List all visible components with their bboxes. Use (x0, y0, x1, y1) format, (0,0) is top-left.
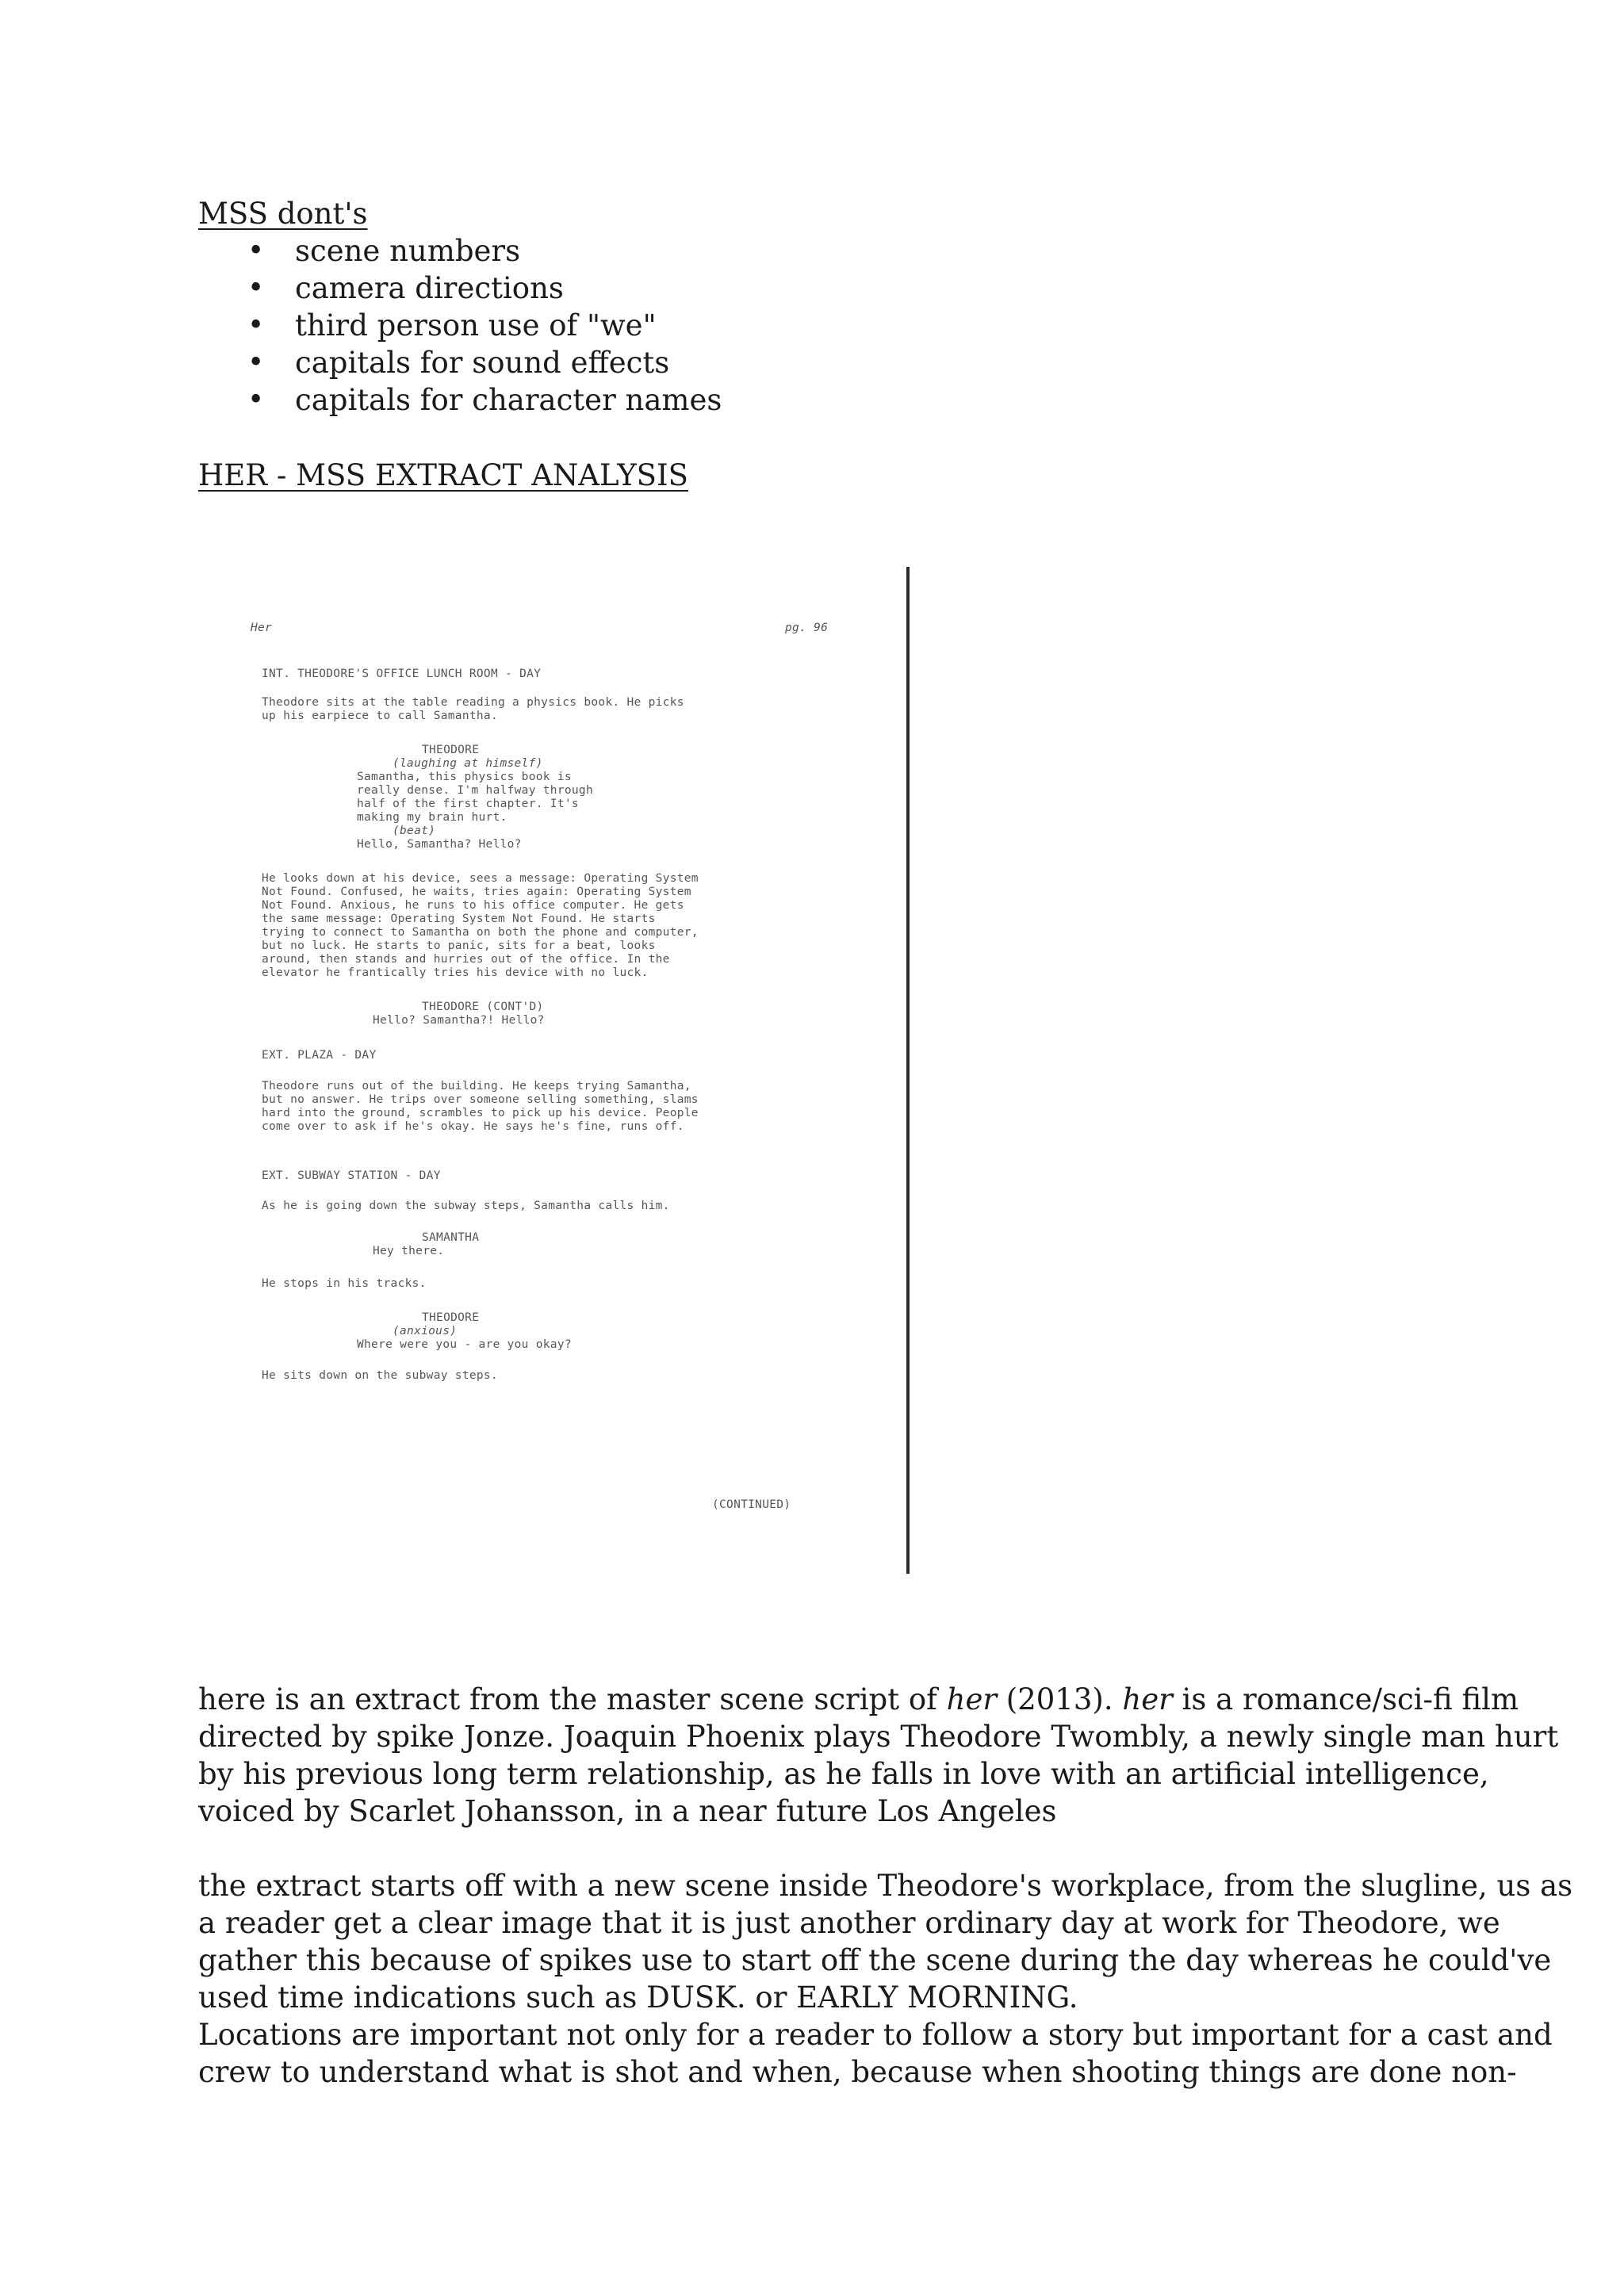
parenthetical: (laughing at himself) (393, 757, 543, 770)
text-run: is a romance/sci-fi film (1172, 1682, 1519, 1716)
list-item: • third person use of "we" (247, 307, 722, 344)
character-name: SAMANTHA (422, 1231, 480, 1244)
paragraph-line: voiced by Scarlet Johansson, in a near future Los Angeles (198, 1794, 1057, 1828)
dialogue-line: making my brain hurt. (357, 811, 508, 824)
paragraph-line (198, 1681, 1519, 1718)
paragraph-line: the extract starts off with a new scene inside Theodore's workplace, from the slugline, us as (198, 1869, 1573, 1903)
slugline: EXT. SUBWAY STATION - DAY (262, 1169, 441, 1182)
donts-list (247, 232, 722, 419)
paragraph-line: by his previous long term relationship, as he falls in love with an artificial intelligence, (198, 1757, 1489, 1791)
analysis-paragraph (198, 1867, 1573, 2091)
dialogue-line: really dense. I'm halfway through (357, 784, 593, 797)
dialogue-line: Where were you - are you okay? (357, 1338, 572, 1351)
paragraph-line: used time indications such as DUSK. or EARLY MORNING. (198, 1980, 1078, 2015)
paragraph-line: a reader get a clear image that it is just another ordinary day at work for Theodore, we (198, 1906, 1500, 1940)
script-title: Her (251, 622, 273, 634)
action-line: Theodore sits at the table reading a physics book. He picks (262, 696, 684, 709)
action-line: around, then stands and hurries out of the office. In the (262, 953, 670, 966)
list-item: • scene numbers (247, 232, 722, 270)
analysis-heading: HER - MSS EXTRACT ANALYSIS (198, 458, 688, 492)
paragraph-line: gather this because of spikes use to start off the scene during the day whereas he could've (198, 1943, 1552, 1977)
character-name: THEODORE (422, 1311, 480, 1324)
list-item: • camera directions (247, 270, 722, 307)
action-line: up his earpiece to call Samantha. (262, 710, 498, 722)
action-line: Theodore runs out of the building. He keeps trying Samantha, (262, 1080, 691, 1093)
text-run: (2013). (997, 1682, 1123, 1716)
action-line: Not Found. Confused, he waits, tries again: Operating System (262, 886, 691, 898)
list-item: • capitals for character names (247, 381, 722, 419)
action-line: Not Found. Anxious, he runs to his office computer. He gets (262, 899, 684, 912)
text-run: here is an extract from the master scene script of (198, 1682, 947, 1716)
continued-marker: (CONTINUED) (712, 1498, 791, 1511)
film-title: her (1122, 1682, 1173, 1716)
dialogue-line: Hey there. (373, 1245, 445, 1257)
action-line: As he is going down the subway steps, Samantha calls him. (262, 1200, 670, 1212)
action-line: come over to ask if he's okay. He says he's fine, runs off. (262, 1120, 684, 1133)
screenplay-extract-image (238, 567, 920, 1590)
action-line: elevator he frantically tries his device with no luck. (262, 966, 649, 979)
parenthetical: (beat) (393, 825, 436, 837)
parenthetical: (anxious) (393, 1325, 458, 1337)
action-line: He stops in his tracks. (262, 1277, 427, 1290)
paragraph-line: crew to understand what is shot and when, because when shooting things are done non- (198, 2055, 1517, 2089)
paragraph-line: directed by spike Jonze. Joaquin Phoenix plays Theodore Twombly, a newly single man hurt (198, 1720, 1559, 1754)
action-line: but no answer. He trips over someone selling something, slams (262, 1093, 699, 1106)
page-edge-line (906, 567, 910, 1574)
action-line: He looks down at his device, sees a message: Operating System (262, 872, 699, 885)
character-name: THEODORE (422, 744, 480, 756)
film-title: her (946, 1682, 998, 1716)
action-line: the same message: Operating System Not Found. He starts (262, 913, 656, 925)
slugline: INT. THEODORE'S OFFICE LUNCH ROOM - DAY (262, 668, 542, 680)
dialogue-line: Samantha, this physics book is (357, 771, 572, 783)
action-line: trying to connect to Samantha on both the phone and computer, (262, 926, 699, 939)
list-item: • capitals for sound effects (247, 344, 722, 381)
dialogue-line: half of the first chapter. It's (357, 798, 579, 810)
slugline: EXT. PLAZA - DAY (262, 1049, 377, 1062)
donts-heading: MSS dont's (198, 197, 368, 231)
intro-paragraph (198, 1681, 1559, 1830)
dialogue-line: Hello, Samantha? Hello? (357, 838, 522, 851)
dialogue-line: Hello? Samantha?! Hello? (373, 1014, 545, 1027)
action-line: but no luck. He starts to panic, sits for a beat, looks (262, 939, 656, 952)
action-line: He sits down on the subway steps. (262, 1369, 498, 1382)
script-page-number: pg. 96 (785, 622, 829, 634)
action-line: hard into the ground, scrambles to pick up his device. People (262, 1107, 699, 1119)
paragraph-line: Locations are important not only for a reader to follow a story but important for a cast and (198, 2018, 1553, 2052)
character-name: THEODORE (CONT'D) (422, 1001, 544, 1013)
